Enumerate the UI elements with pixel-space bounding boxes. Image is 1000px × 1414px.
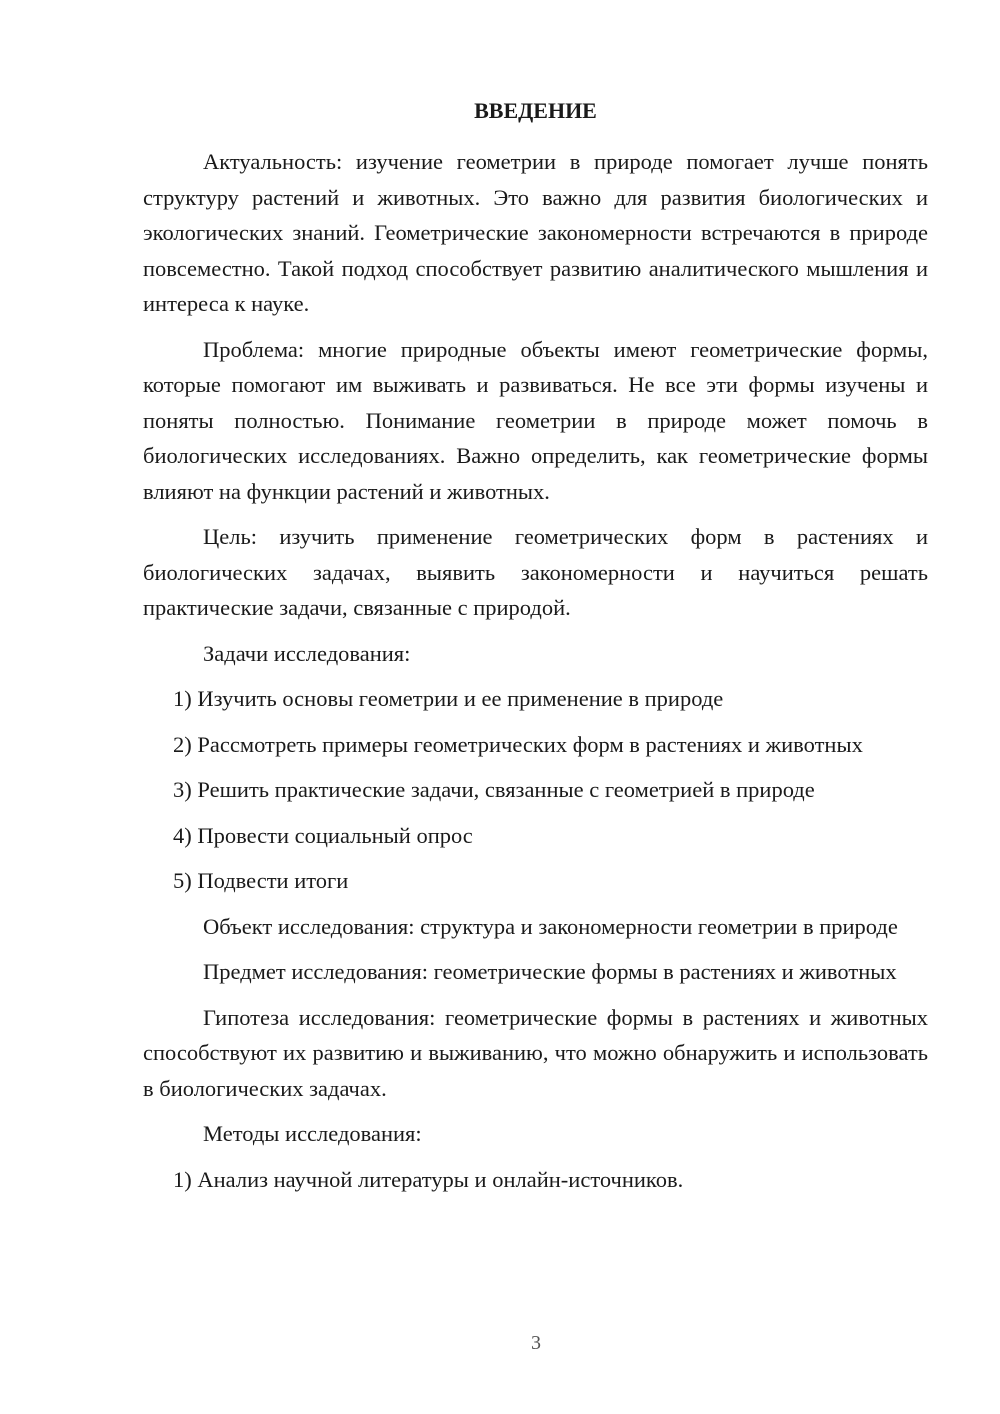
- task-item: 3) Решить практические задачи, связанные с геометрией в природе: [173, 777, 815, 802]
- problem-paragraph: Проблема: многие природные объекты имеют геометрические формы, которые помогают им выживать и развиваться. Не все эти формы изучены и поняты полностью. Понимание геометрии в природе может помочь в биологических исследованиях. Важно определить, как геометрические формы влияют на функции растений и животных.: [143, 336, 928, 504]
- method-item: 1) Анализ научной литературы и онлайн-источников.: [173, 1166, 684, 1192]
- task-item: 2) Рассмотреть примеры геометрических форм в растениях и животных: [173, 731, 863, 757]
- relevance-paragraph: Актуальность: изучение геометрии в природе помогает лучше понять структуру растений и животных. Это важно для развития биологических и экологических знаний. Геометрические закономерности встречаются в природе повсеместно. Такой подход способствует развитию аналитического мышления и интереса к науке.: [143, 149, 928, 316]
- goal-paragraph: Цель: изучить применение геометрических форм в растениях и биологических задачах, выявить закономерности и научиться решать практические задачи, связанные с природой.: [143, 524, 928, 620]
- page-number: 3: [531, 1332, 541, 1354]
- task-item: 1) Изучить основы геометрии и ее применение в природе: [173, 686, 724, 711]
- tasks-heading: Задачи исследования:: [203, 640, 411, 666]
- object-paragraph: Объект исследования: структура и закономерности геометрии в природе: [203, 913, 898, 939]
- subject-paragraph: Предмет исследования: геометрические формы в растениях и животных: [203, 959, 897, 984]
- document-page: [143, 96, 928, 1207]
- task-item: 4) Провести социальный опрос: [173, 822, 473, 848]
- hypothesis-paragraph: Гипотеза исследования: геометрические формы в растениях и животных способствуют их развитию и выживанию, что можно обнаружить и использовать в биологических задачах.: [143, 1004, 928, 1101]
- task-item: 5) Подвести итоги: [173, 868, 349, 893]
- methods-heading: Методы исследования:: [203, 1121, 422, 1146]
- section-title: ВВЕДЕНИЕ: [474, 98, 597, 123]
